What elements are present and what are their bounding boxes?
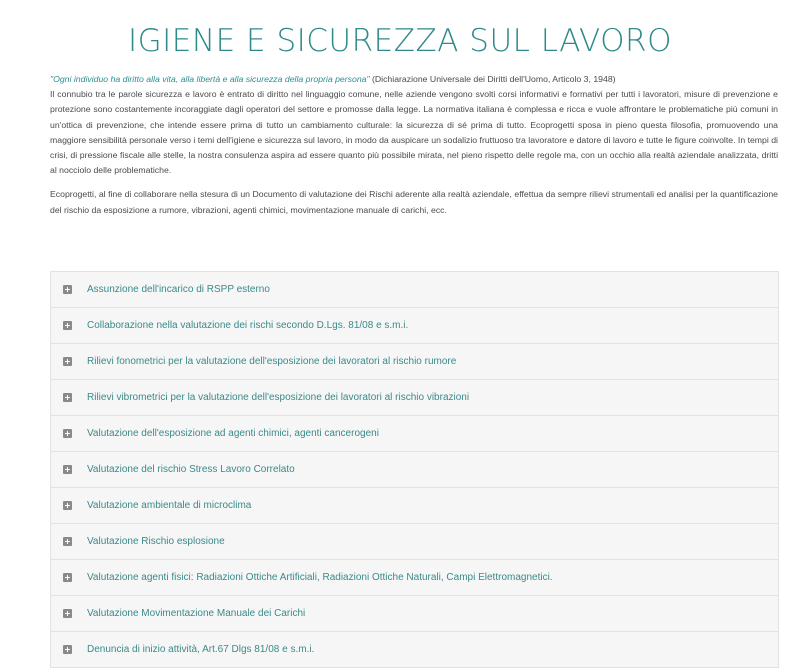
plus-square-icon[interactable] xyxy=(63,645,72,654)
plus-square-icon[interactable] xyxy=(63,465,72,474)
intro-paragraph-2: Ecoprogetti, al fine di collaborare nella stesura di un Documento di valutazione dei Rischi aderente alla realtà aziendale, effettua da sempre rilievi strumentali ed analisi per la quantificazione del rischio da esposizione a rumore, vibrazioni, agenti chimici, movimentazione manuale di carichi, ecc. xyxy=(50,189,778,215)
accordion-item-label[interactable]: Valutazione ambientale di microclima xyxy=(87,500,252,511)
accordion-item[interactable] xyxy=(51,344,778,380)
accordion-item-label[interactable]: Collaborazione nella valutazione dei rischi secondo D.Lgs. 81/08 e s.m.i. xyxy=(87,320,409,331)
plus-square-icon[interactable] xyxy=(63,321,72,330)
page-title: IGIENE E SICUREZZA SUL LAVORO xyxy=(128,22,672,59)
intro-quote-line xyxy=(50,72,778,87)
accordion-item-label[interactable]: Assunzione dell'incarico di RSPP esterno xyxy=(87,284,270,295)
accordion-item[interactable] xyxy=(51,416,778,452)
plus-square-icon[interactable] xyxy=(63,537,72,546)
plus-square-icon[interactable] xyxy=(63,285,72,294)
accordion-item-label[interactable]: Valutazione agenti fisici: Radiazioni Ottiche Artificiali, Radiazioni Ottiche Naturali, Campi Elettromagnetici. xyxy=(87,572,553,583)
accordion-item[interactable] xyxy=(51,632,778,667)
accordion-item-label[interactable]: Valutazione Movimentazione Manuale dei Carichi xyxy=(87,608,306,619)
accordion-item[interactable] xyxy=(51,380,778,416)
accordion-item[interactable] xyxy=(51,596,778,632)
accordion-item[interactable] xyxy=(51,272,778,308)
plus-square-icon[interactable] xyxy=(63,429,72,438)
plus-square-icon[interactable] xyxy=(63,357,72,366)
plus-square-icon[interactable] xyxy=(63,501,72,510)
accordion-item-label[interactable]: Rilievi fonometrici per la valutazione dell'esposizione dei lavoratori al rischio rumore xyxy=(87,356,457,367)
accordion-item[interactable] xyxy=(51,488,778,524)
intro-quote: "Ogni individuo ha diritto alla vita, alla libertà e alla sicurezza della propria persona" xyxy=(50,74,370,84)
plus-square-icon[interactable] xyxy=(63,609,72,618)
accordion-item[interactable] xyxy=(51,524,778,560)
accordion-item-label[interactable]: Rilievi vibrometrici per la valutazione dell'esposizione dei lavoratori al rischio vibrazioni xyxy=(87,392,470,403)
intro-quote-source: (Dichiarazione Universale dei Diritti dell'Uomo, Articolo 3, 1948) xyxy=(369,74,616,84)
accordion-item[interactable] xyxy=(51,560,778,596)
accordion-item[interactable] xyxy=(51,308,778,344)
accordion-item[interactable] xyxy=(51,452,778,488)
plus-square-icon[interactable] xyxy=(63,573,72,582)
intro-paragraph-1: Il connubio tra le parole sicurezza e lavoro è entrato di diritto nel linguaggio comune, nelle aziende vengono svolti corsi informativi e formativi per tutti i lavoratori, misure di prevenzione e protezione sono costantemente incoraggiate dagli operatori del settore e promosse dalla legge. La normativa italiana è complessa e ricca e vuole affrontare le problematiche più comuni in un'ottica di prevenzione, che intende essere prima di tutto un cambiamento culturale: la sicurezza di sé prima di tutto. Ecoprogetti sposa in pieno questa filosofia, promuovendo una maggiore sensibilità personale verso i temi dell'igiene e sicurezza sul lavoro, in modo da auspicare un sodalizio fruttuoso tra lavoratore e datore di lavoro e tutte le figure coinvolte. In tempi di crisi, di pressione fiscale alle stelle, la nostra consulenza aspira ad essere quanto più possibile mirata, nel pieno rispetto delle regole ma, con un occhio alla realtà aziendale analizzata, dritti al nocciolo delle problematiche. xyxy=(50,89,778,176)
accordion-item-label[interactable]: Valutazione dell'esposizione ad agenti chimici, agenti cancerogeni xyxy=(87,428,379,439)
accordion-item-label[interactable]: Valutazione Rischio esplosione xyxy=(87,536,225,547)
plus-square-icon[interactable] xyxy=(63,393,72,402)
intro-text xyxy=(50,72,778,218)
accordion-item-label[interactable]: Denuncia di inizio attività, Art.67 Dlgs 81/08 e s.m.i. xyxy=(87,644,315,655)
accordion-item-label[interactable]: Valutazione del rischio Stress Lavoro Correlato xyxy=(87,464,295,475)
services-accordion xyxy=(50,271,779,668)
